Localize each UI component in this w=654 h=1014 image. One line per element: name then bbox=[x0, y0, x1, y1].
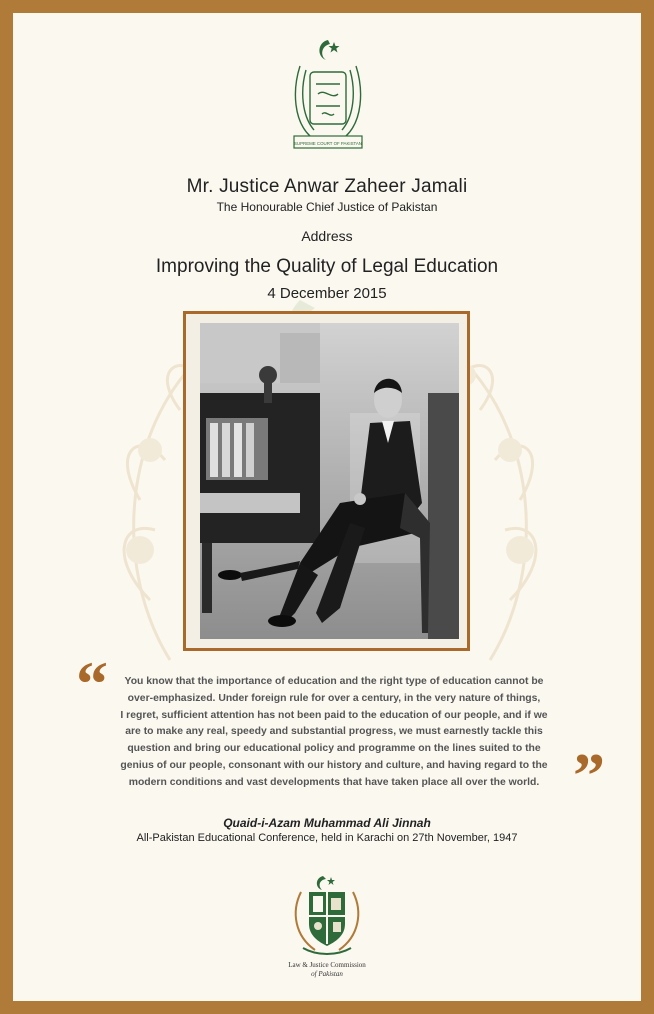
quote-line: question and bring our educational policy and programme on the lines suited to the bbox=[127, 743, 541, 755]
quote-line: are to make any real, speedy and substantial progress, we must earnestly tackle this bbox=[125, 726, 543, 738]
close-quote-icon: ” bbox=[573, 740, 605, 811]
supreme-court-emblem-icon bbox=[288, 36, 368, 156]
emblem-caption: SUPREME COURT OF PAKISTAN bbox=[294, 141, 362, 146]
quote-line: modern conditions and vast developments that have taken place all over the world. bbox=[128, 776, 540, 788]
quote-line: over-emphasized. Under foreign rule for over a century, in the very nature of things, bbox=[127, 692, 541, 704]
org-name-line2: of Pakistan bbox=[311, 970, 343, 978]
quote-text bbox=[104, 674, 564, 792]
quote-line: genius of our people, consonant with our history and culture, and having regard to the bbox=[120, 759, 548, 771]
quote-author: Quaid-i-Azam Muhammad Ali Jinnah bbox=[223, 816, 431, 830]
org-name-line1: Law & Justice Commission bbox=[288, 961, 366, 969]
speaker-designation: The Honourable Chief Justice of Pakistan bbox=[216, 200, 438, 214]
speaker-name: Mr. Justice Anwar Zaheer Jamali bbox=[186, 176, 468, 197]
document-type: Address bbox=[301, 228, 353, 244]
address-date: 4 December 2015 bbox=[267, 285, 387, 302]
quote-line: You know that the importance of education and the right type of education cannot be bbox=[124, 676, 544, 687]
law-justice-commission-emblem-icon bbox=[291, 872, 363, 956]
quote-line: I regret, sufficient attention has not been paid to the education of our people, and if we bbox=[120, 709, 548, 721]
quote-event: All-Pakistan Educational Conference, held in Karachi on 27th November, 1947 bbox=[136, 832, 518, 844]
address-title: Improving the Quality of Legal Education bbox=[155, 256, 499, 277]
open-quote-icon: “ bbox=[76, 648, 108, 719]
portrait-photo bbox=[200, 323, 459, 639]
